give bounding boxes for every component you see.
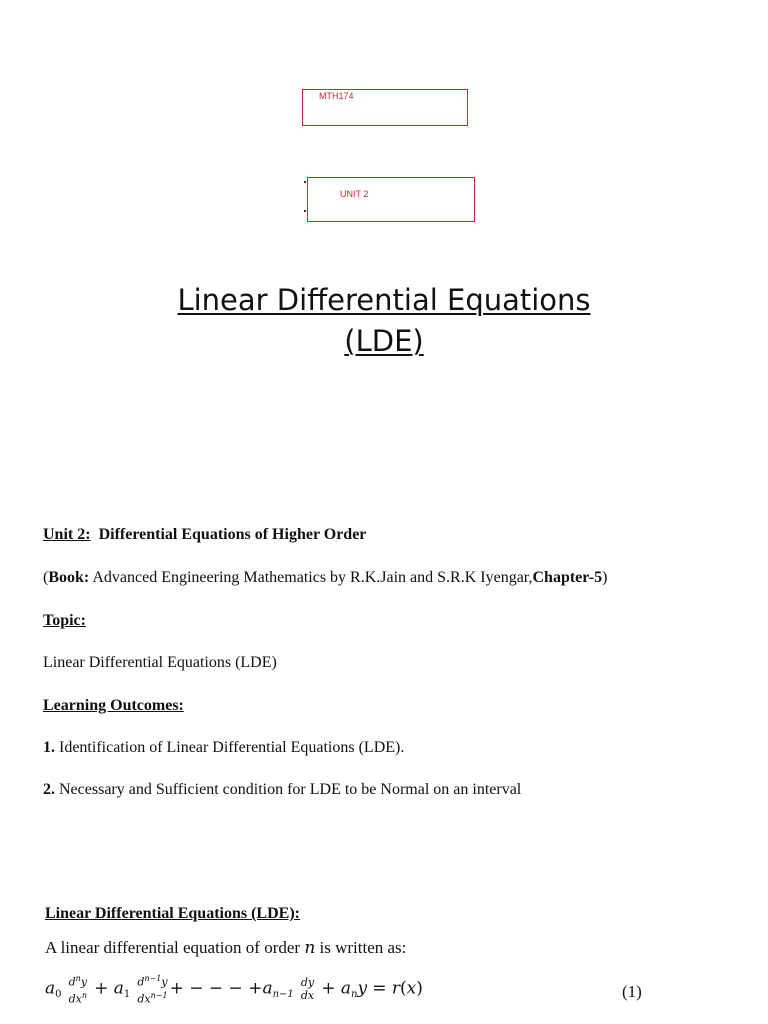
page-title [0,280,768,362]
section-heading [45,905,300,923]
unit-box [307,177,475,222]
book-open-paren: ( [43,569,49,586]
outcome-item-2 [43,781,521,799]
topic-heading [43,612,86,630]
book-close-paren: ) [602,569,608,586]
title-line-1: Linear Differential Equations [177,283,591,317]
topic-text: Linear Differential Equations (LDE) [43,654,277,671]
topic-label: Topic: [43,612,86,629]
course-code: MTH174 [319,91,354,101]
course-code-box [302,89,468,126]
unit-title: Differential Equations of Higher Order [98,526,367,543]
book-label: Book: [48,569,90,586]
order-variable: n [304,938,316,958]
lde-equation: $a_0$ $d^ny$ $dx^n$ + $a_1$ $d^{n-1}y$ $dx^{n-1}$ + − − − $+a_{n-1}$ dy dx + $a_ny = r(x)$ [45,974,423,1006]
unit-line [43,526,366,544]
unit-label: UNIT 2 [340,189,369,199]
intro-text-post: is written as: [315,938,407,957]
book-line [43,569,607,587]
intro-text-pre: A linear differential equation of order [45,938,305,957]
book-text: Advanced Engineering Mathematics by R.K.Jain and S.R.K Iyengar, [89,569,533,586]
margin-mark [304,210,306,212]
section-heading-text: Linear Differential Equations (LDE): [45,905,300,922]
equation-number: (1) [622,982,642,1001]
book-chapter: Chapter-5 [532,569,603,586]
outcome-item-1 [43,739,404,757]
outcomes-label: Learning Outcomes: [43,697,184,714]
margin-mark [304,181,306,183]
outcome-number: 2. [43,781,55,798]
outcome-text: Identification of Linear Differential Equations (LDE). [55,739,405,756]
unit-label-heading: Unit 2: [43,526,91,543]
title-line-2: (LDE) [344,324,424,358]
outcomes-heading [43,697,184,715]
outcome-number: 1. [43,739,55,756]
outcome-text: Necessary and Sufficient condition for LDE to be Normal on an interval [55,781,522,798]
section-intro [45,938,406,958]
